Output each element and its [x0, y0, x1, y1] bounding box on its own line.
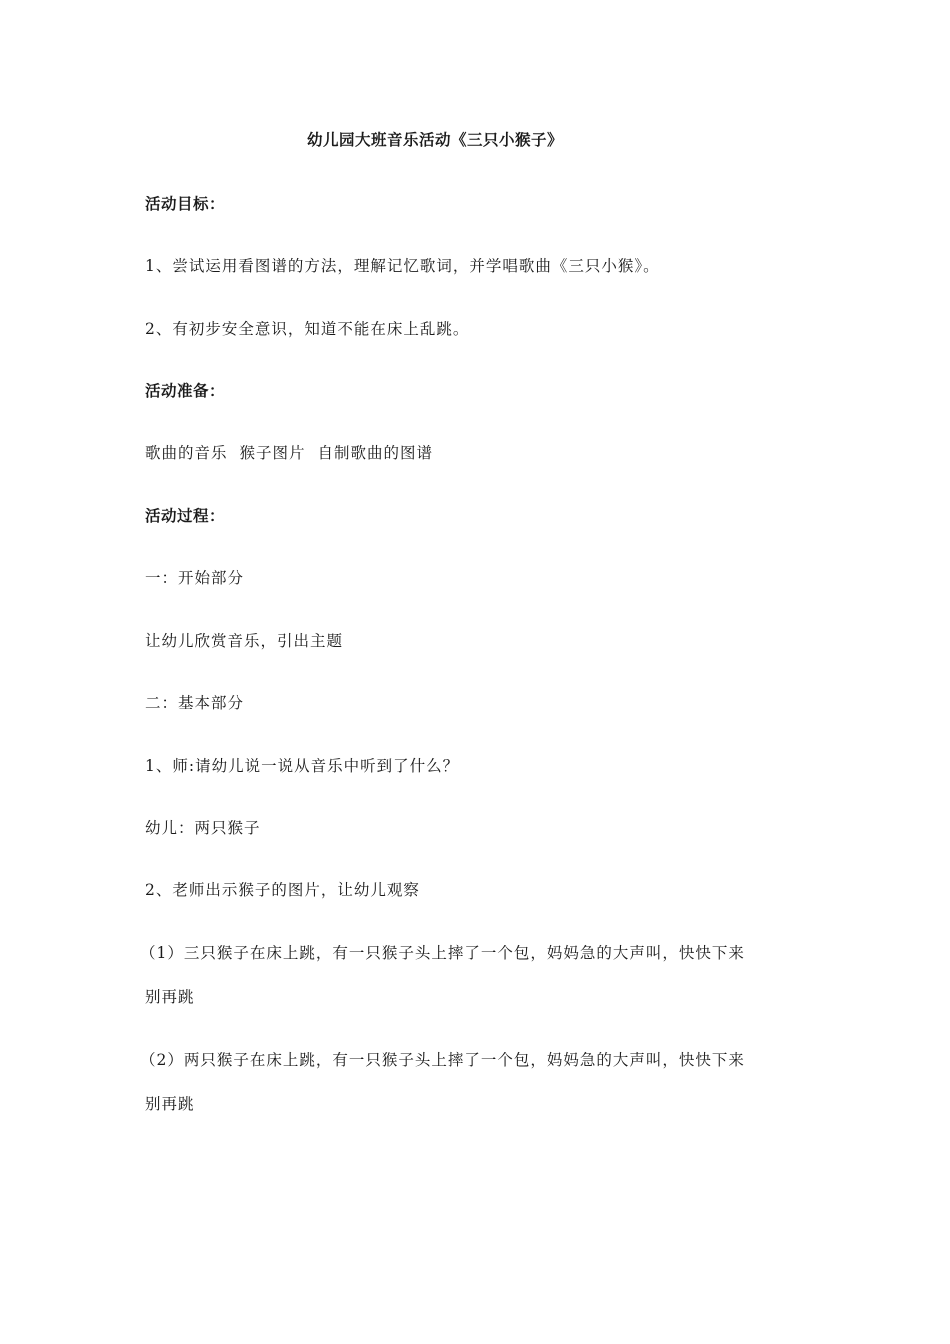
goal-item-2: 2、有初步安全意识，知道不能在床上乱跳。	[145, 320, 470, 338]
verse-2-line-1: （2）两只猴子在床上跳，有一只猴子头上摔了一个包，妈妈急的大声叫，快快下来	[140, 1051, 745, 1069]
goal-item-1: 1、尝试运用看图谱的方法，理解记忆歌词，并学唱歌曲《三只小猴》。	[145, 257, 660, 275]
step-1: 1、师:请幼儿说一说从音乐中听到了什么？	[145, 757, 460, 775]
prep-item-chart: 自制歌曲的图谱	[317, 444, 434, 462]
goals-heading: 活动目标：	[145, 195, 226, 213]
prep-heading: 活动准备：	[145, 382, 226, 400]
part-1-heading: 一：开始部分	[145, 569, 245, 587]
verse-1-line-1: （1）三只猴子在床上跳，有一只猴子头上摔了一个包，妈妈急的大声叫，快快下来	[140, 944, 745, 962]
prep-item-music: 歌曲的音乐	[145, 444, 228, 462]
verse-1-line-2: 别再跳	[145, 988, 195, 1006]
page-title: 幼儿园大班音乐活动《三只小猴子》	[306, 131, 563, 149]
verse-2-line-2: 别再跳	[145, 1095, 195, 1113]
answer-1: 幼儿：两只猴子	[145, 819, 261, 837]
part-1-text: 让幼儿欣赏音乐，引出主题	[145, 632, 344, 650]
step-2: 2、老师出示猴子的图片，让幼儿观察	[145, 881, 420, 899]
process-heading: 活动过程：	[145, 507, 226, 525]
part-2-heading: 二：基本部分	[145, 694, 245, 712]
prep-item-pictures: 猴子图片	[239, 444, 306, 462]
prep-list	[145, 441, 433, 463]
